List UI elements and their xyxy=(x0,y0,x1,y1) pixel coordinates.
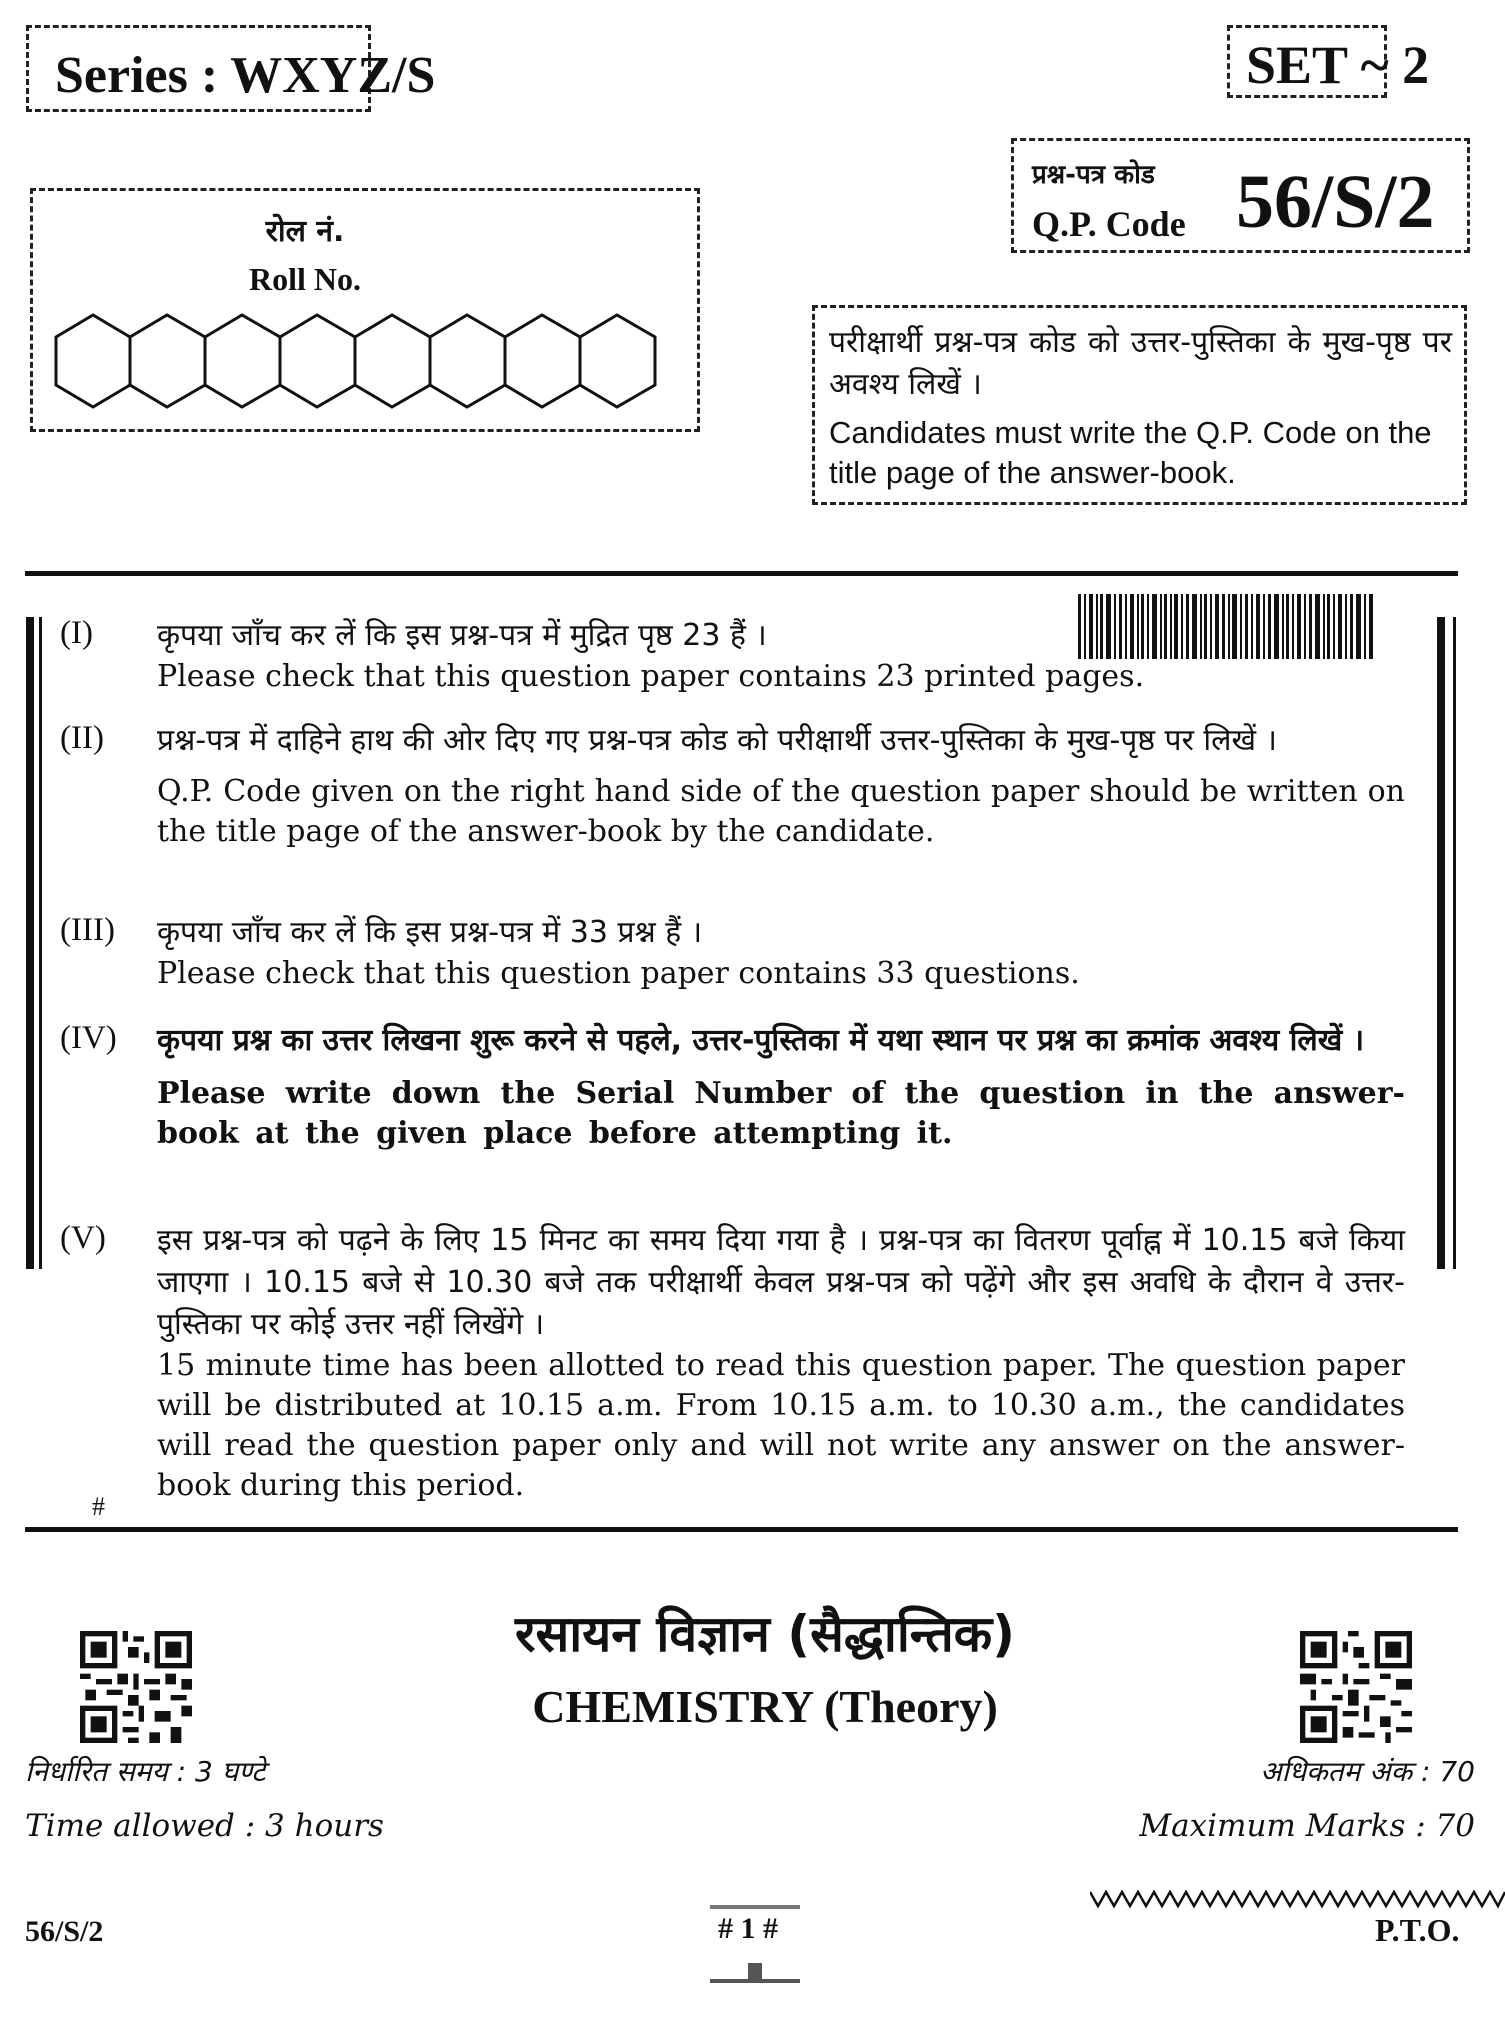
maximum-marks-hindi: अधिकतम अंक : 70 xyxy=(1260,1755,1475,1788)
instruction-text-english: Please check that this question paper contains 33 questions. xyxy=(157,956,1080,991)
zigzag-divider-icon xyxy=(1090,1888,1505,1910)
candidate-note-box xyxy=(812,305,1467,505)
border-right-thin xyxy=(1453,617,1456,1269)
qp-code-label: Q.P. Code xyxy=(1032,204,1186,244)
candidate-note-hindi: परीक्षार्थी प्रश्न-पत्र कोड को उत्तर-पुस्तिका के मुख-पृष्ठ पर अवश्य लिखें । xyxy=(829,325,1452,402)
roll-digit-cell[interactable] xyxy=(430,315,505,407)
border-left xyxy=(26,617,34,1269)
hash-mark: # xyxy=(92,1492,105,1521)
roll-digit-cell[interactable] xyxy=(355,315,430,407)
instruction-text-hindi: कृपया प्रश्न का उत्तर लिखना शुरू करने से पहले, उत्तर-पुस्तिका में यथा स्थान पर प्रश्न का क्रमांक अवश्य लिखें । xyxy=(157,1023,1365,1058)
set-box xyxy=(1227,25,1430,98)
maximum-marks: Maximum Marks : 70 xyxy=(1139,1808,1475,1844)
border-left-thin xyxy=(39,617,42,1269)
instruction-text-english: Q.P. Code given on the right hand side of the question paper should be written on the title page of the answer-book by the candidate. xyxy=(157,774,1405,849)
series-label: Series : WXYZ/S xyxy=(55,47,436,104)
roll-number-label: Roll No. xyxy=(249,261,361,297)
qp-code-value: 56/S/2 xyxy=(1236,160,1435,244)
time-allowed-hindi: निर्धारित समय : 3 घण्टे xyxy=(25,1755,266,1788)
instruction-number: (II) xyxy=(60,720,104,756)
please-turn-over: P.T.O. xyxy=(1375,1912,1460,1948)
subject-title-hindi: रसायन विज्ञान (सैद्धान्तिक) xyxy=(515,1605,1015,1663)
divider-top xyxy=(25,571,1458,576)
roll-digit-cell[interactable] xyxy=(580,315,655,407)
instruction-number: (V) xyxy=(60,1220,106,1256)
footer-qp-code: 56/S/2 xyxy=(25,1915,104,1948)
border-right xyxy=(1437,617,1445,1269)
divider-bottom xyxy=(25,1527,1458,1532)
roll-number-box xyxy=(30,188,700,432)
instruction-number: (I) xyxy=(60,615,93,651)
subject-title: CHEMISTRY (Theory) xyxy=(532,1681,998,1732)
set-label: SET ~ 2 xyxy=(1246,35,1430,95)
roll-digit-cell[interactable] xyxy=(505,315,580,407)
instruction-text-hindi: कृपया जाँच कर लें कि इस प्रश्न-पत्र में मुद्रित पृष्ठ 23 हैं । xyxy=(157,618,767,653)
time-allowed: Time allowed : 3 hours xyxy=(25,1808,384,1844)
roll-number-label-hindi: रोल नं. xyxy=(265,214,345,249)
series-box xyxy=(26,25,436,112)
page-marker-icon xyxy=(710,1963,800,1985)
page-marker-line xyxy=(710,1905,800,1909)
roll-digit-cell[interactable] xyxy=(56,315,130,407)
qp-code-box xyxy=(1011,138,1470,253)
instruction-text-hindi: इस प्रश्न-पत्र को पढ़ने के लिए 15 मिनट का समय दिया गया है । प्रश्न-पत्र का वितरण पूर्वाह्न में 10.15 बजे किया जाएगा । 10.15 बजे से 10.30 बजे तक परीक्षार्थी केवल प्रश्न-पत्र को पढ़ेंगे और इस अवधि के दौरान वे उत्तर-पुस्तिका पर कोई उत्तर नहीं लिखेंगे । xyxy=(157,1223,1405,1342)
roll-number-hexagon-fields[interactable] xyxy=(53,313,683,409)
instruction-number: (III) xyxy=(60,912,115,948)
roll-digit-cell[interactable] xyxy=(280,315,355,407)
roll-digit-cell[interactable] xyxy=(130,315,205,407)
instruction-text-english: Please check that this question paper contains 23 printed pages. xyxy=(157,659,1145,694)
instruction-number: (IV) xyxy=(60,1020,117,1056)
qp-code-label-hindi: प्रश्न-पत्र कोड xyxy=(1032,160,1155,190)
instruction-text-english: Please write down the Serial Number of the question in the answer-book at the given place before attempting it. xyxy=(157,1076,1405,1151)
instruction-text-hindi: प्रश्न-पत्र में दाहिने हाथ की ओर दिए गए प्रश्न-पत्र कोड को परीक्षार्थी उत्तर-पुस्तिका के मुख-पृष्ठ पर लिखें । xyxy=(157,723,1277,758)
instruction-text-hindi: कृपया जाँच कर लें कि इस प्रश्न-पत्र में 33 प्रश्न हैं । xyxy=(157,915,703,950)
candidate-note-english: Candidates must write the Q.P. Code on the title page of the answer-book. xyxy=(829,415,1432,490)
page-number: # 1 # xyxy=(718,1912,778,1945)
roll-digit-cell[interactable] xyxy=(205,315,280,407)
instruction-text-english: 15 minute time has been allotted to read this question paper. The question paper will be distributed at 10.15 a.m. From 10.15 a.m. to 10.30 a.m., the candidates will read the question paper only and will not write any answer on the answer-book during this period. xyxy=(157,1348,1405,1503)
